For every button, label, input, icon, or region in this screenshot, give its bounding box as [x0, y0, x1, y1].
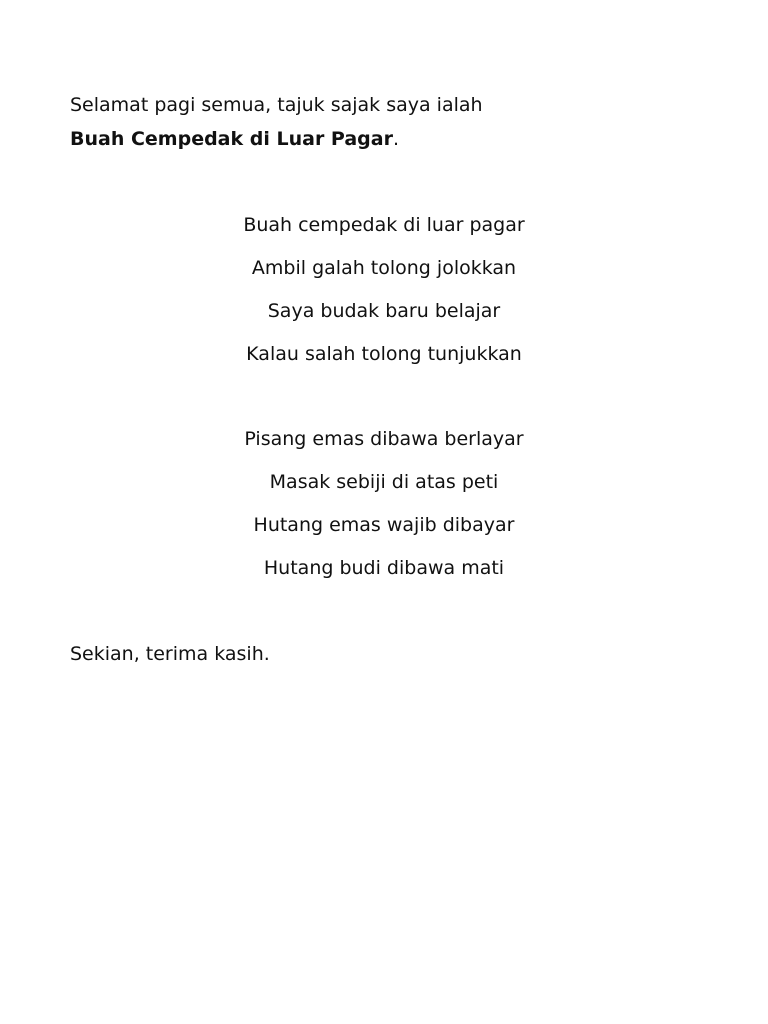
greeting-line: Selamat pagi semua, tajuk sajak saya ialah [70, 94, 483, 116]
verse-line: Saya budak baru belajar [267, 300, 501, 322]
poem-title-line [70, 126, 399, 152]
verse-line: Hutang budi dibawa mati [263, 557, 505, 579]
stanza-1 [0, 212, 768, 384]
verse-line: Hutang emas wajib dibayar [253, 514, 515, 536]
verse-line: Masak sebiji di atas peti [269, 471, 499, 493]
verse-line: Kalau salah tolong tunjukkan [246, 343, 522, 365]
verse-line: Buah cempedak di luar pagar [243, 214, 525, 236]
closing-line: Sekian, terima kasih. [70, 643, 270, 665]
poem-title: Buah Cempedak di Luar Pagar [70, 128, 393, 150]
verse-line: Ambil galah tolong jolokkan [251, 257, 517, 279]
stanza-2 [0, 426, 768, 598]
title-period: . [392, 128, 400, 150]
verse-line: Pisang emas dibawa berlayar [244, 428, 524, 450]
